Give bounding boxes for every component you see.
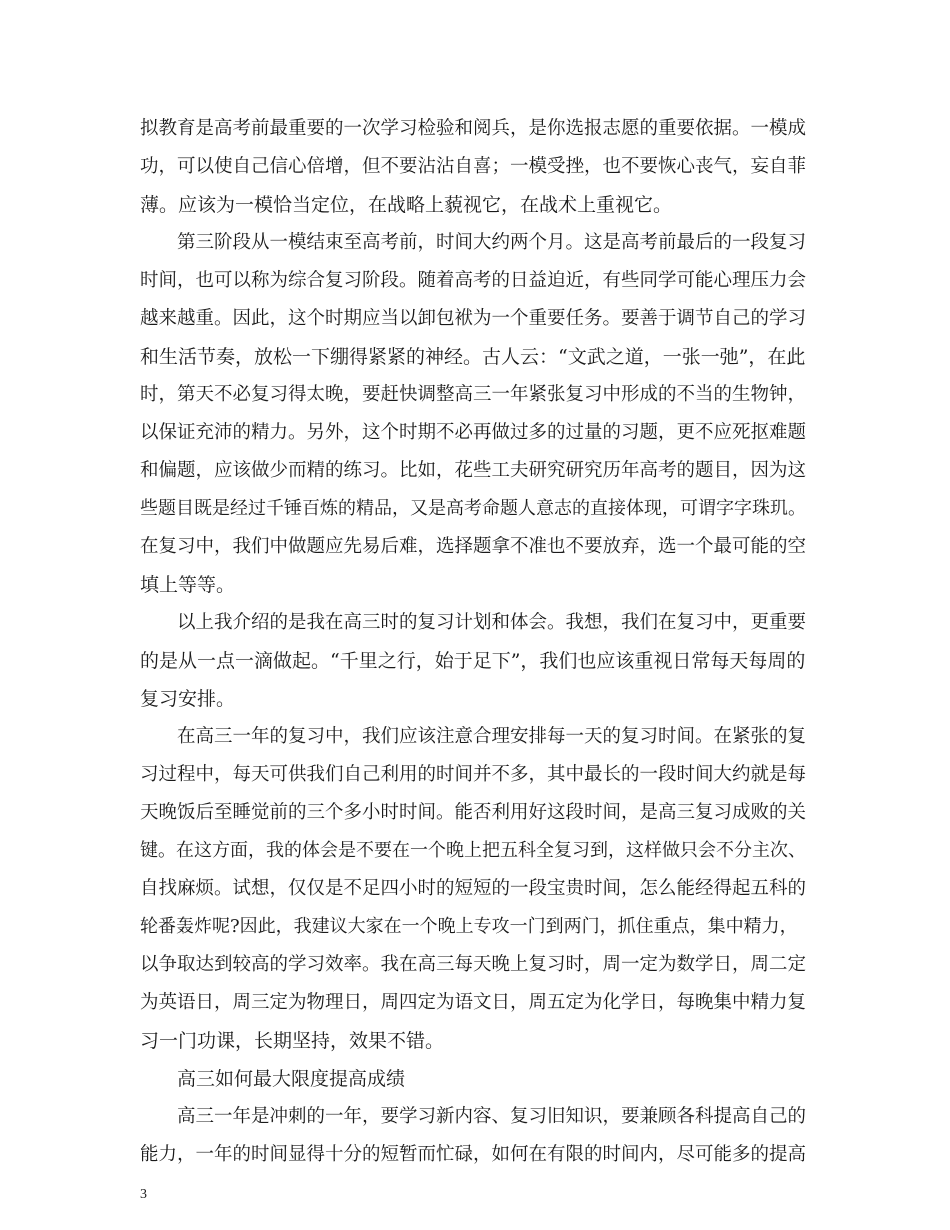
body-text-line: 能力，一年的时间显得十分的短暂而忙碌，如何在有限的时间内，尽可能多的提高 [140,1144,807,1165]
paragraph-first-line: 第三阶段从一模结束至高考前，时间大约两个月。这是高考前最后的一段复习 [177,232,807,253]
section-heading: 高三如何最大限度提高成绩 [177,1068,406,1090]
paragraph-first-line: 在高三一年的复习中，我们应该注意合理安排每一天的复习时间。在紧张的复 [177,726,807,747]
body-text-line: 和生活节奏，放松一下绷得紧紧的神经。古人云：“文武之道，一张一弛”，在此 [140,346,806,368]
body-text-line: 功，可以使自己信心倍增，但不要沾沾自喜；一模受挫，也不要恢心丧气，妄自菲 [140,156,807,177]
body-text-line: 天晚饭后至睡觉前的三个多小时时间。能否利用好这段时间，是高三复习成败的关 [140,802,807,823]
body-text-line: 拟教育是高考前最重要的一次学习检验和阅兵，是你选报志愿的重要依据。一模成 [140,118,807,139]
body-text-line: 自找麻烦。试想，仅仅是不足四小时的短短的一段宝贵时间，怎么能经得起五科的 [140,878,807,899]
body-text-line: 在复习中，我们中做题应先易后难，选择题拿不准也不要放弃，选一个最可能的空 [140,536,807,557]
body-text-line: 复习安排。 [140,688,236,710]
body-text-line: 轮番轰炸呢?因此，我建议大家在一个晚上专攻一门到两门，抓住重点，集中精力， [140,916,798,937]
paragraph-first-line: 以上我介绍的是我在高三时的复习计划和体会。我想，我们在复习中，更重要 [177,612,807,633]
body-text-line: 越来越重。因此，这个时期应当以卸包袱为一个重要任务。要善于调节自己的学习 [140,308,807,329]
page-number: 3 [140,1187,147,1202]
body-text-line: 为英语日，周三定为物理日，周四定为语文日，周五定为化学日，每晚集中精力复 [140,992,807,1013]
body-text-line: 时间，也可以称为综合复习阶段。随着高考的日益迫近，有些同学可能心理压力会 [140,270,807,291]
body-text-line: 以争取达到较高的学习效率。我在高三每天晚上复习时，周一定为数学日，周二定 [140,954,807,975]
body-text-line: 的是从一点一滴做起。“千里之行，始于足下”，我们也应该重视日常每天每周的 [140,650,806,672]
body-text-line: 和偏题，应该做少而精的练习。比如，花些工夫研究研究历年高考的题目，因为这 [140,460,807,481]
body-text-line: 以保证充沛的精力。另外，这个时期不必再做过多的过量的习题，更不应死抠难题 [140,422,807,443]
body-text-line: 薄。应该为一模恰当定位，在战略上藐视它，在战术上重视它。 [140,194,673,216]
body-text-line: 习一门功课，长期坚持，效果不错。 [140,1030,445,1052]
body-text-line: 填上等等。 [140,574,236,596]
paragraph-first-line: 高三一年是冲刺的一年，要学习新内容、复习旧知识，要兼顾各科提高自己的 [177,1106,807,1127]
body-text-line: 些题目既是经过千锤百炼的精品，又是高考命题人意志的直接体现，可谓字字珠玑。 [140,498,806,519]
body-text-line: 时，第天不必复习得太晚，要赶快调整高三一年紧张复习中形成的不当的生物钟， [140,384,807,405]
body-text-line: 键。在这方面，我的体会是不要在一个晚上把五科全复习到，这样做只会不分主次、 [140,840,806,861]
body-text-line: 习过程中，每天可供我们自己利用的时间并不多，其中最长的一段时间大约就是每 [140,764,807,785]
